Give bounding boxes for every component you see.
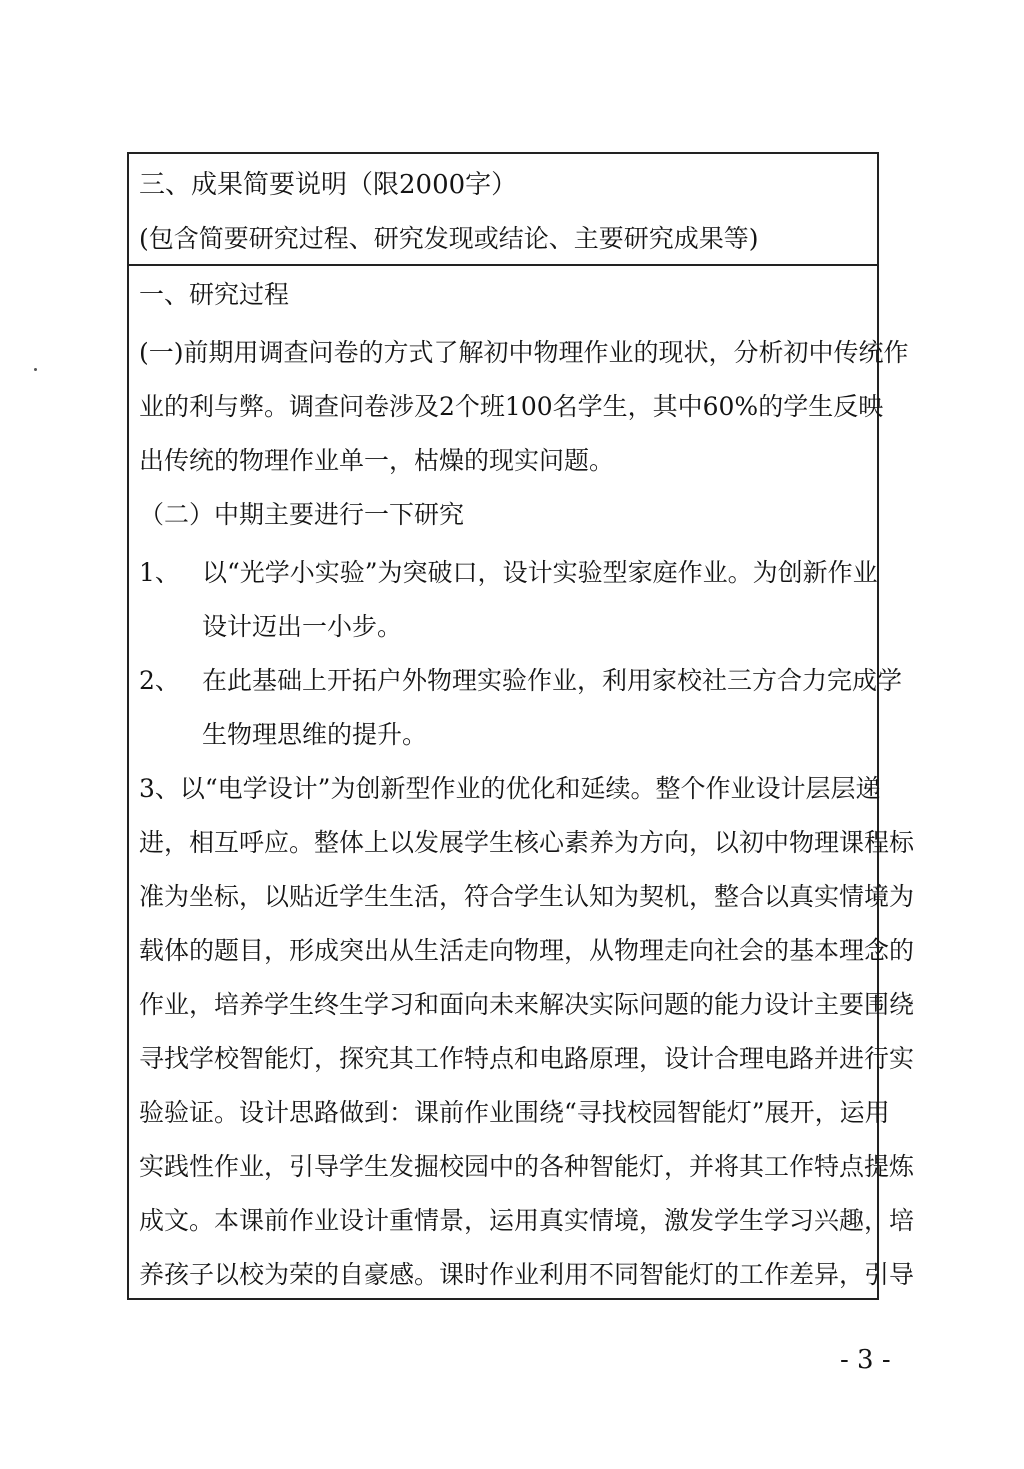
list-number-2: 2、 [139,666,180,695]
list-item-1-line: 设计迈出一小步。 [202,612,403,641]
heading-research-process: 一、研究过程 [139,280,290,309]
paragraph-line: 3、以“电学设计”为创新型作业的优化和延续。整个作业设计层层递 [139,774,881,803]
paragraph-line: 业的利与弊。调查问卷涉及2个班100名学生，其中60%的学生反映 [139,392,884,421]
section-subtitle: (包含简要研究过程、研究发现或结论、主要研究成果等) [139,224,759,253]
paragraph-line: 载体的题目，形成突出从生活走向物理，从物理走向社会的基本理念的 [139,936,915,965]
section-title: 三、成果简要说明（限2000字） [139,170,518,200]
paragraph-line: 养孩子以校为荣的自豪感。课时作业利用不同智能灯的工作差异，引导 [139,1260,915,1289]
page-number: - 3 - [840,1345,891,1375]
list-item-2-line: 在此基础上开拓户外物理实验作业，利用家校社三方合力完成学 [202,666,903,695]
paragraph-line: 成文。本课前作业设计重情景，运用真实情境，激发学生学习兴趣，培 [139,1206,915,1235]
paragraph-line: 验验证。设计思路做到：课前作业围绕“寻找校园智能灯”展开，运用 [139,1098,890,1127]
scan-speck [34,368,37,371]
subheading-mid-stage: （二）中期主要进行一下研究 [139,500,465,529]
paragraph-line: 准为坐标，以贴近学生生活，符合学生认知为契机，整合以真实情境为 [139,882,915,911]
list-item-2-line: 生物理思维的提升。 [202,720,428,749]
list-item-1-line: 以“光学小实验”为突破口，设计实验型家庭作业。为创新作业 [202,558,878,587]
results-table [127,152,915,1300]
paragraph-line: 实践性作业，引导学生发掘校园中的各种智能灯，并将其工作特点提炼 [139,1152,915,1181]
paragraph-line: 作业，培养学生终生学习和面向未来解决实际问题的能力设计主要围绕 [139,990,915,1019]
paragraph-line: 进，相互呼应。整体上以发展学生核心素养为方向，以初中物理课程标 [139,828,915,857]
list-number-1: 1、 [139,558,180,587]
paragraph-line: (一)前期用调查问卷的方式了解初中物理作业的现状，分析初中传统作 [139,338,909,367]
paragraph-line: 寻找学校智能灯，探究其工作特点和电路原理，设计合理电路并进行实 [139,1044,915,1073]
paragraph-line: 出传统的物理作业单一，枯燥的现实问题。 [139,446,615,475]
table-header-cell [129,154,877,266]
